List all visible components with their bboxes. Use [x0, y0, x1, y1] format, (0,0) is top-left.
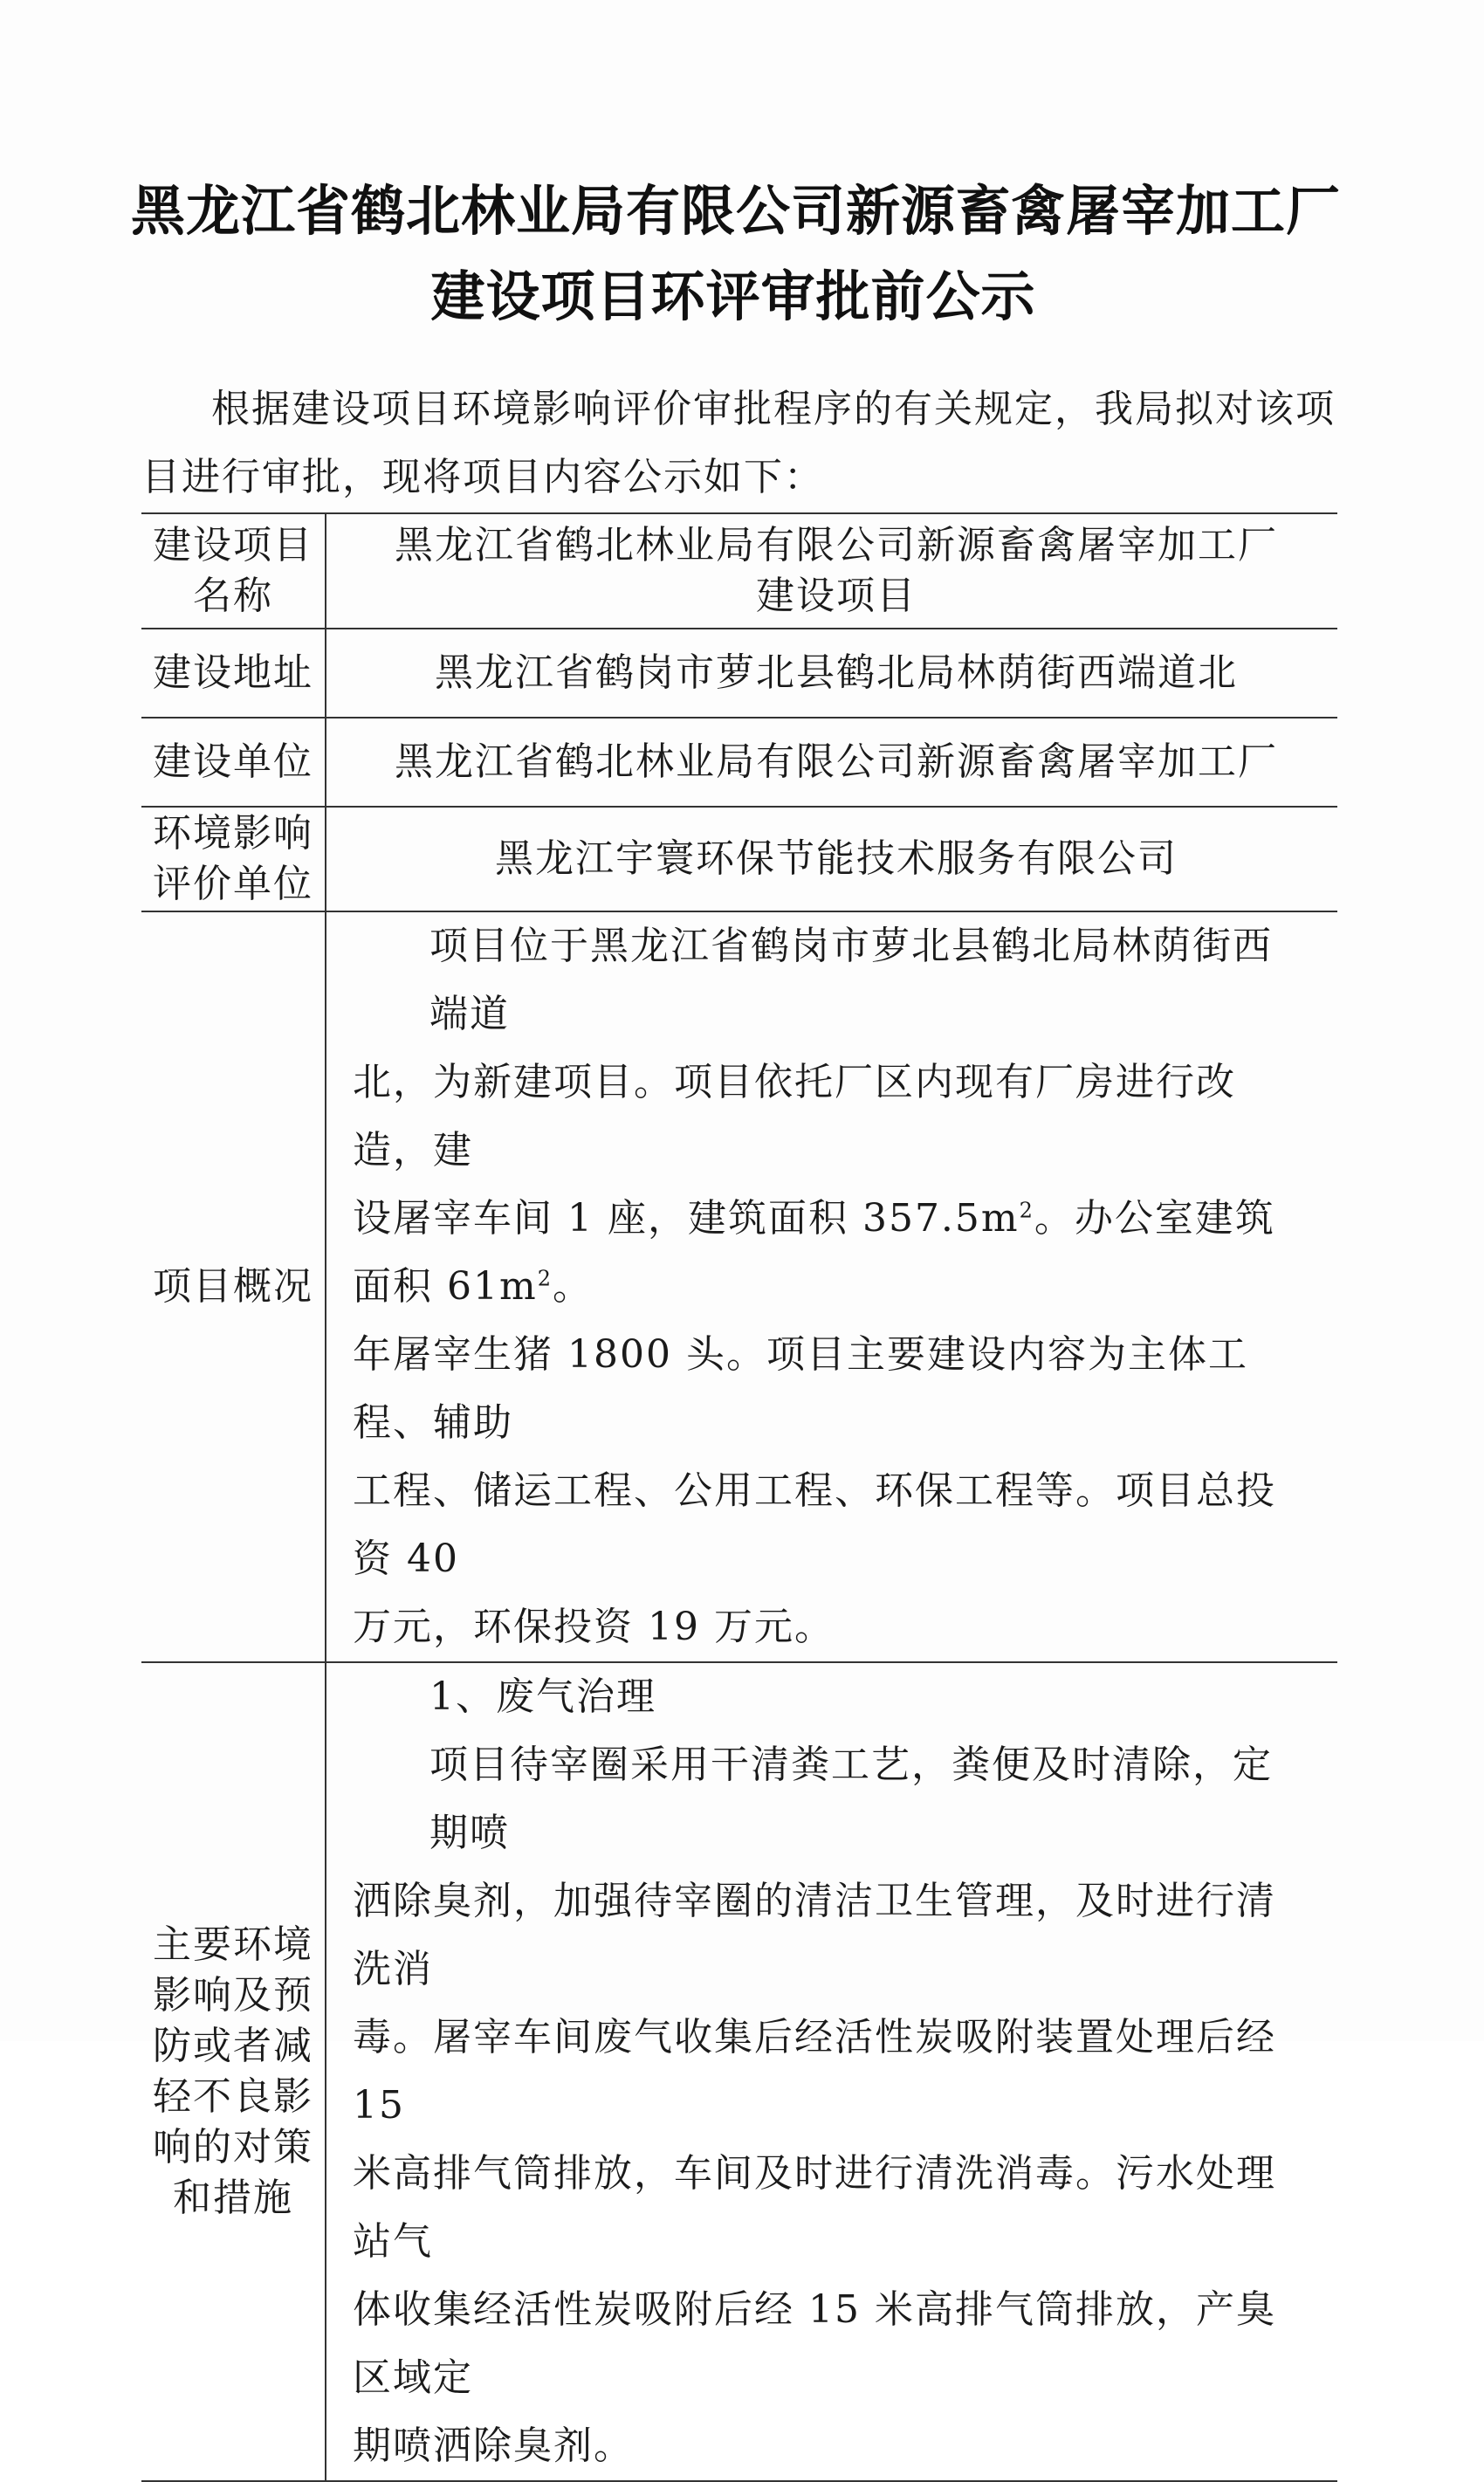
- intro-line-1: 根据建设项目环境影响评价审批程序的有关规定，我局拟对该项: [211, 387, 1336, 431]
- table-row: [141, 513, 1337, 629]
- intro-paragraph: [141, 375, 1337, 512]
- intro-line-2: 目进行审批，现将项目内容公示如下：: [141, 455, 824, 499]
- overview-label: 项目概况: [141, 911, 326, 1662]
- builder-value: 黑龙江省鹤北林业局有限公司新源畜禽屠宰加工厂: [326, 718, 1337, 807]
- table-row: [141, 807, 1337, 911]
- table-row: [141, 1662, 1337, 2481]
- project-name-label: 建设项目 名称: [141, 513, 326, 629]
- address-label: 建设地址: [141, 629, 326, 718]
- overview-value: 项目位于黑龙江省鹤岗市萝北县鹤北局林荫街西端道 北，为新建项目。项目依托厂区内现有厂房进行改造，建 设屠宰车间 1 座，建筑面积 $357.5m^2$。办公室建筑面积 $61m^2$。 年屠宰生猪 1800 头。项目主要建设内容为主体工程、辅助 工程、储运工程、公用工程、环保工程等。项目总投资 40 万元，环保投资 19 万元。: [326, 911, 1337, 1662]
- eia-unit-value: 黑龙江宇寰环保节能技术服务有限公司: [326, 807, 1337, 911]
- builder-label: 建设单位: [141, 718, 326, 807]
- document-title-line2: 建设项目环评审批前公示: [430, 265, 1036, 328]
- address-value: 黑龙江省鹤岗市萝北县鹤北局林荫街西端道北: [326, 629, 1337, 718]
- project-name-value: 黑龙江省鹤北林业局有限公司新源畜禽屠宰加工厂 建设项目: [326, 513, 1337, 629]
- document-title-line1: 黑龙江省鹤北林业局有限公司新源畜禽屠宰加工厂: [131, 179, 1342, 243]
- measures-value: 1、废气治理 项目待宰圈采用干清粪工艺，粪便及时清除，定期喷 洒除臭剂，加强待宰圈的清洁卫生管理，及时进行清洗消 毒。屠宰车间废气收集后经活性炭吸附装置处理后经 15 米高排气筒排放，车间及时进行清洗消毒。污水处理站气 体收集经活性炭吸附后经 15 米高排气筒排放，产臭区域定 期喷洒除臭剂。: [326, 1662, 1337, 2481]
- table-row: [141, 911, 1337, 1662]
- eia-unit-label: 环境影响 评价单位: [141, 807, 326, 911]
- measures-heading: 1、废气治理: [429, 1674, 656, 1719]
- measures-label: 主要环境 影响及预 防或者减 轻不良影 响的对策 和措施: [141, 1662, 326, 2481]
- table-row: [141, 629, 1337, 718]
- project-info-table: [141, 512, 1337, 2482]
- table-row: [141, 718, 1337, 807]
